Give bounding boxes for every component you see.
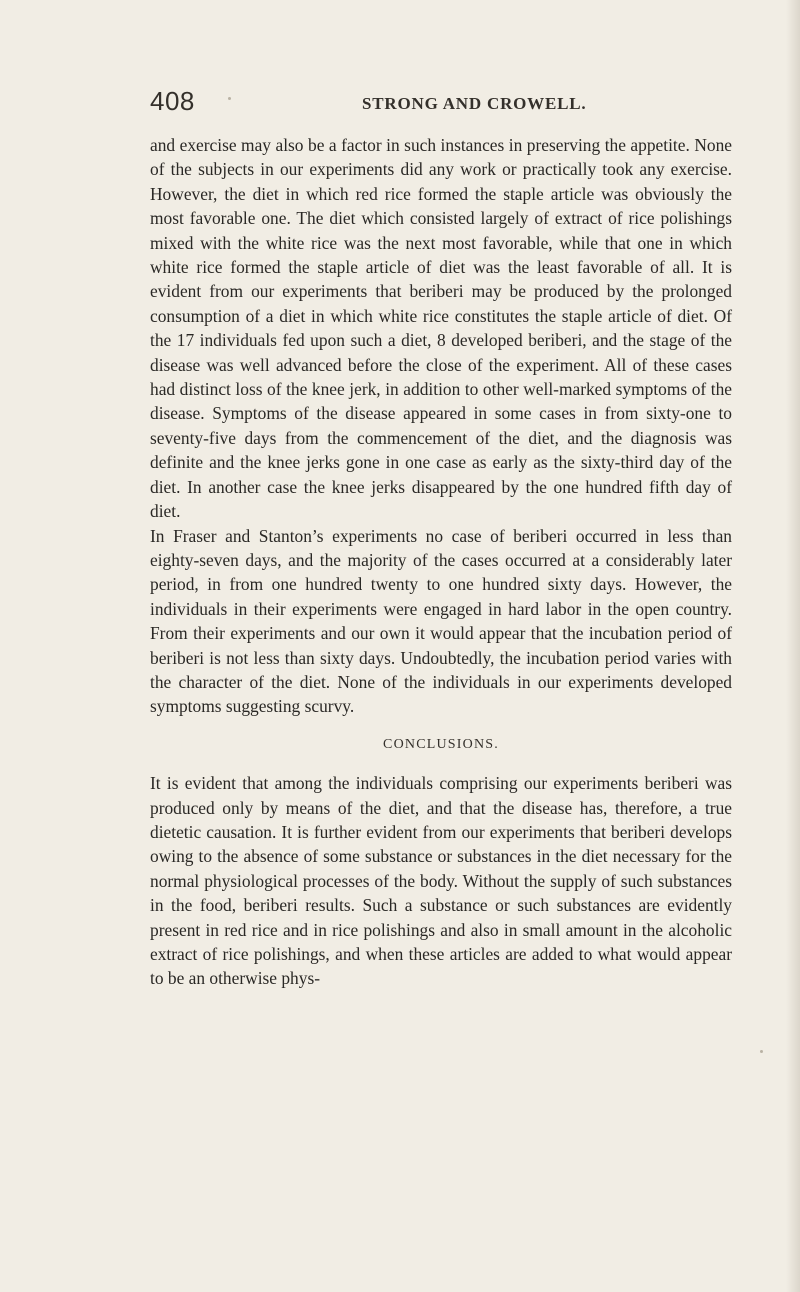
body-text	[150, 133, 732, 991]
paragraph-1: and exercise may also be a factor in such instances in preserving the appetite. None of the subjects in our experiments did any work or practically took any exercise. However, the diet in which red rice formed the staple article was obviously the most favorable one. The diet which consisted largely of extract of rice polishings mixed with the white rice was the next most favorable, while that one in which white rice formed the staple article of diet was the least favorable of all. It is evident from our experiments that beriberi may be produced by the prolonged consumption of a diet in which white rice constitutes the staple article of diet. Of the 17 individuals fed upon such a diet, 8 developed beriberi, and the stage of the disease was well advanced before the close of the experiment. All of these cases had distinct loss of the knee jerk, in addition to other well-marked symptoms of the disease. Symptoms of the disease appeared in some cases in from sixty-one to seventy-five days from the commencement of the diet, and the diagnosis was definite and the knee jerks gone in one case as early as the sixty-third day of the diet. In another case the knee jerks disappeared by the one hundred fifth day of diet.	[150, 135, 732, 522]
running-head: STRONG AND CROWELL.	[362, 94, 587, 113]
page-number: 408	[150, 86, 195, 116]
page-header	[150, 86, 730, 126]
paragraph-2: In Fraser and Stanton’s experiments no case of beriberi occurred in less than eighty-seven days, and the majority of the cases occurred at a considerably later period, in from one hundred twenty to one hundred sixty days. However, the individuals in their experiments were engaged in hard labor in the open country. From their experiments and our own it would appear that the incubation period of beriberi is not less than sixty days. Undoubtedly, the incubation period varies with the character of the diet. None of the individuals in our experiments developed symptoms suggesting scurvy.	[150, 525, 732, 717]
paper-speck	[228, 97, 231, 100]
paper-speck	[760, 1050, 763, 1053]
page-edge-shadow	[786, 0, 800, 1292]
section-heading-conclusions: CONCLUSIONS.	[383, 736, 499, 752]
paragraph-3: It is evident that among the individuals comprising our experiments beriberi was produced only by means of the diet, and that the disease has, therefore, a true dietetic causation. It is further evident from our experiments that beriberi develops owing to the absence of some substance or substances in the diet necessary for the normal physiological processes of the body. Without the supply of such substances in the food, beriberi results. Such a substance or such substances are evidently present in red rice and in rice polishings and also in small amount in the alcoholic extract of rice polishings, and when these articles are added to what would appear to be an otherwise phys-	[150, 773, 732, 989]
